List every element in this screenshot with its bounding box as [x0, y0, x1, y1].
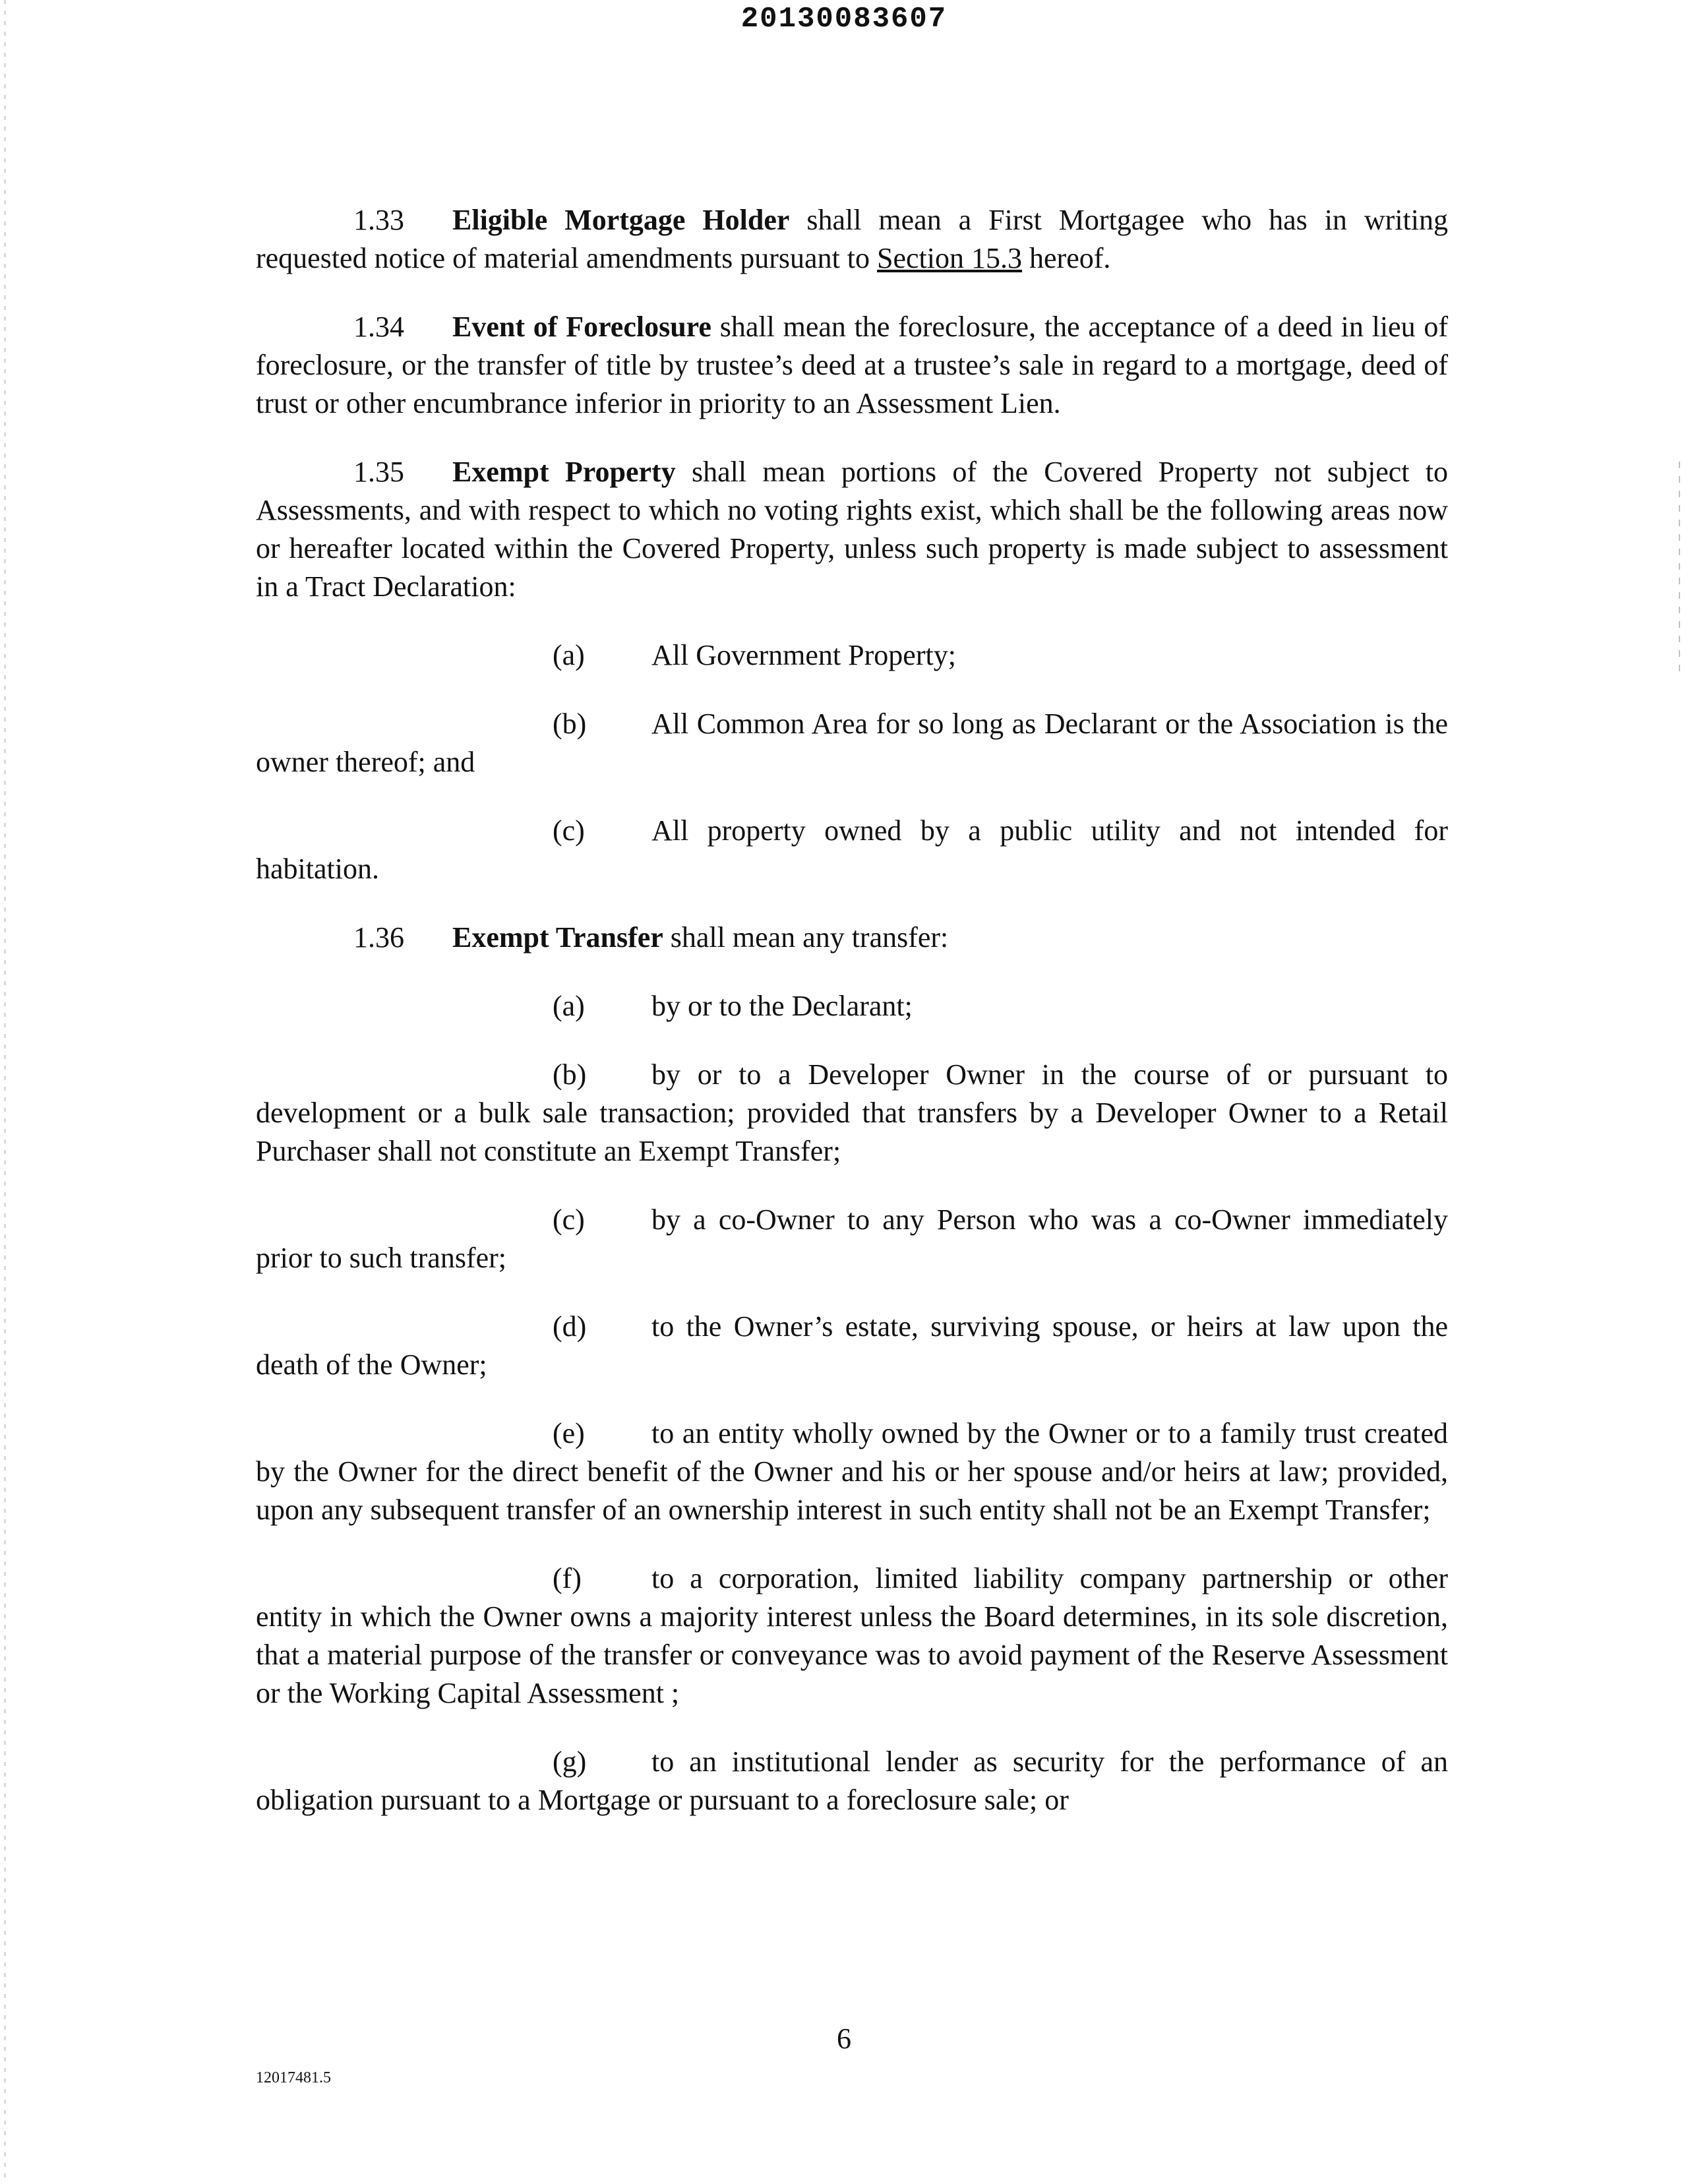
list-item: [256, 812, 1448, 888]
item-text: to the Owner’s estate, surviving spouse, or heirs at law upon the death of the Owner;: [256, 1310, 1448, 1381]
item-letter: (e): [553, 1417, 585, 1449]
item-letter: (d): [553, 1310, 587, 1343]
section-1-34: [256, 308, 1448, 423]
section-1-36: [256, 919, 1448, 957]
list-item: [256, 1414, 1448, 1529]
section-number: 1.36: [353, 921, 404, 954]
list-item: [256, 1201, 1448, 1277]
item-text: by a co-Owner to any Person who was a co-Owner immediately prior to such transfer;: [256, 1203, 1448, 1274]
defined-term: Event of Foreclosure: [452, 311, 711, 343]
section-1-35: [256, 453, 1448, 606]
item-text: All property owned by a public utility and not intended for habitation.: [256, 814, 1448, 885]
item-text: to an institutional lender as security for the performance of an obligation pursuant to a Mortgage or pursuant to a foreclosure sale; or: [256, 1745, 1448, 1816]
document-id: 12017481.5: [256, 2069, 331, 2086]
item-text: All Common Area for so long as Declarant or the Association is the owner thereof; and: [256, 708, 1448, 778]
document-body: [256, 201, 1448, 1850]
item-text: by or to a Developer Owner in the course of or pursuant to development or a bulk sale transaction; provided that transfers by a Developer Owner to a Retail Purchaser shall not constitute an Exempt Transfer;: [256, 1058, 1448, 1167]
item-text: All Government Property;: [651, 639, 956, 671]
item-text: to an entity wholly owned by the Owner or to a family trust created by the Owner for the direct benefit of the Owner and his or her spouse and/or heirs at law; provided, upon any subsequent transfer of an ownership interest in such entity shall not be an Exempt Transfer;: [256, 1417, 1448, 1526]
item-text: to a corporation, limited liability company partnership or other entity in which the Owner owns a majority interest unless the Board determines, in its sole discretion, that a material purpose of the transfer or conveyance was to avoid payment of the Reserve Assessment or the Working Capital Assessment ;: [256, 1562, 1448, 1709]
recording-number: 20130083607: [740, 3, 948, 36]
item-letter: (g): [553, 1745, 587, 1778]
list-item: [256, 1308, 1448, 1384]
item-letter: (f): [553, 1562, 582, 1594]
list-item: [256, 705, 1448, 781]
item-letter: (b): [553, 708, 587, 740]
section-text: shall mean any transfer:: [663, 921, 949, 954]
list-item: [256, 1056, 1448, 1170]
section-reference-link[interactable]: Section 15.3: [877, 242, 1023, 274]
page-number: 6: [837, 2022, 851, 2055]
item-letter: (c): [553, 1203, 585, 1236]
defined-term: Exempt Transfer: [452, 921, 663, 954]
item-letter: (a): [553, 639, 585, 671]
list-item: [256, 987, 1448, 1025]
section-text: shall mean the foreclosure, the acceptance of a deed in lieu of foreclosure, or the transfer of title by trustee’s deed at a trustee’s sale in regard to a mortgage, deed of trust or other encumbrance inferior in priority to an Assessment Lien.: [256, 311, 1449, 419]
section-number: 1.33: [353, 204, 404, 236]
section-text: shall mean a First Mortgagee who has in writing requested notice of material amendments pursuant to: [256, 204, 1448, 274]
section-number: 1.35: [353, 456, 404, 488]
defined-term: Exempt Property: [452, 456, 676, 488]
defined-term: Eligible Mortgage Holder: [452, 204, 790, 236]
item-letter: (c): [553, 814, 585, 847]
item-text: by or to the Declarant;: [651, 990, 913, 1022]
item-letter: (b): [553, 1058, 587, 1091]
list-item: [256, 1560, 1448, 1713]
scan-edge-artifact: [4, 0, 6, 2184]
list-item: [256, 636, 1448, 675]
scan-edge-artifact: [1679, 462, 1680, 673]
section-text: shall mean portions of the Covered Property not subject to Assessments, and with respect to which no voting rights exist, which shall be the following areas now or hereafter located within the Covered Property, unless such property is made subject to assessment in a Tract Declaration:: [256, 456, 1449, 603]
list-item: [256, 1743, 1448, 1819]
section-1-33: [256, 201, 1448, 278]
section-text: hereof.: [1022, 242, 1111, 274]
item-letter: (a): [553, 990, 585, 1022]
section-number: 1.34: [353, 311, 404, 343]
